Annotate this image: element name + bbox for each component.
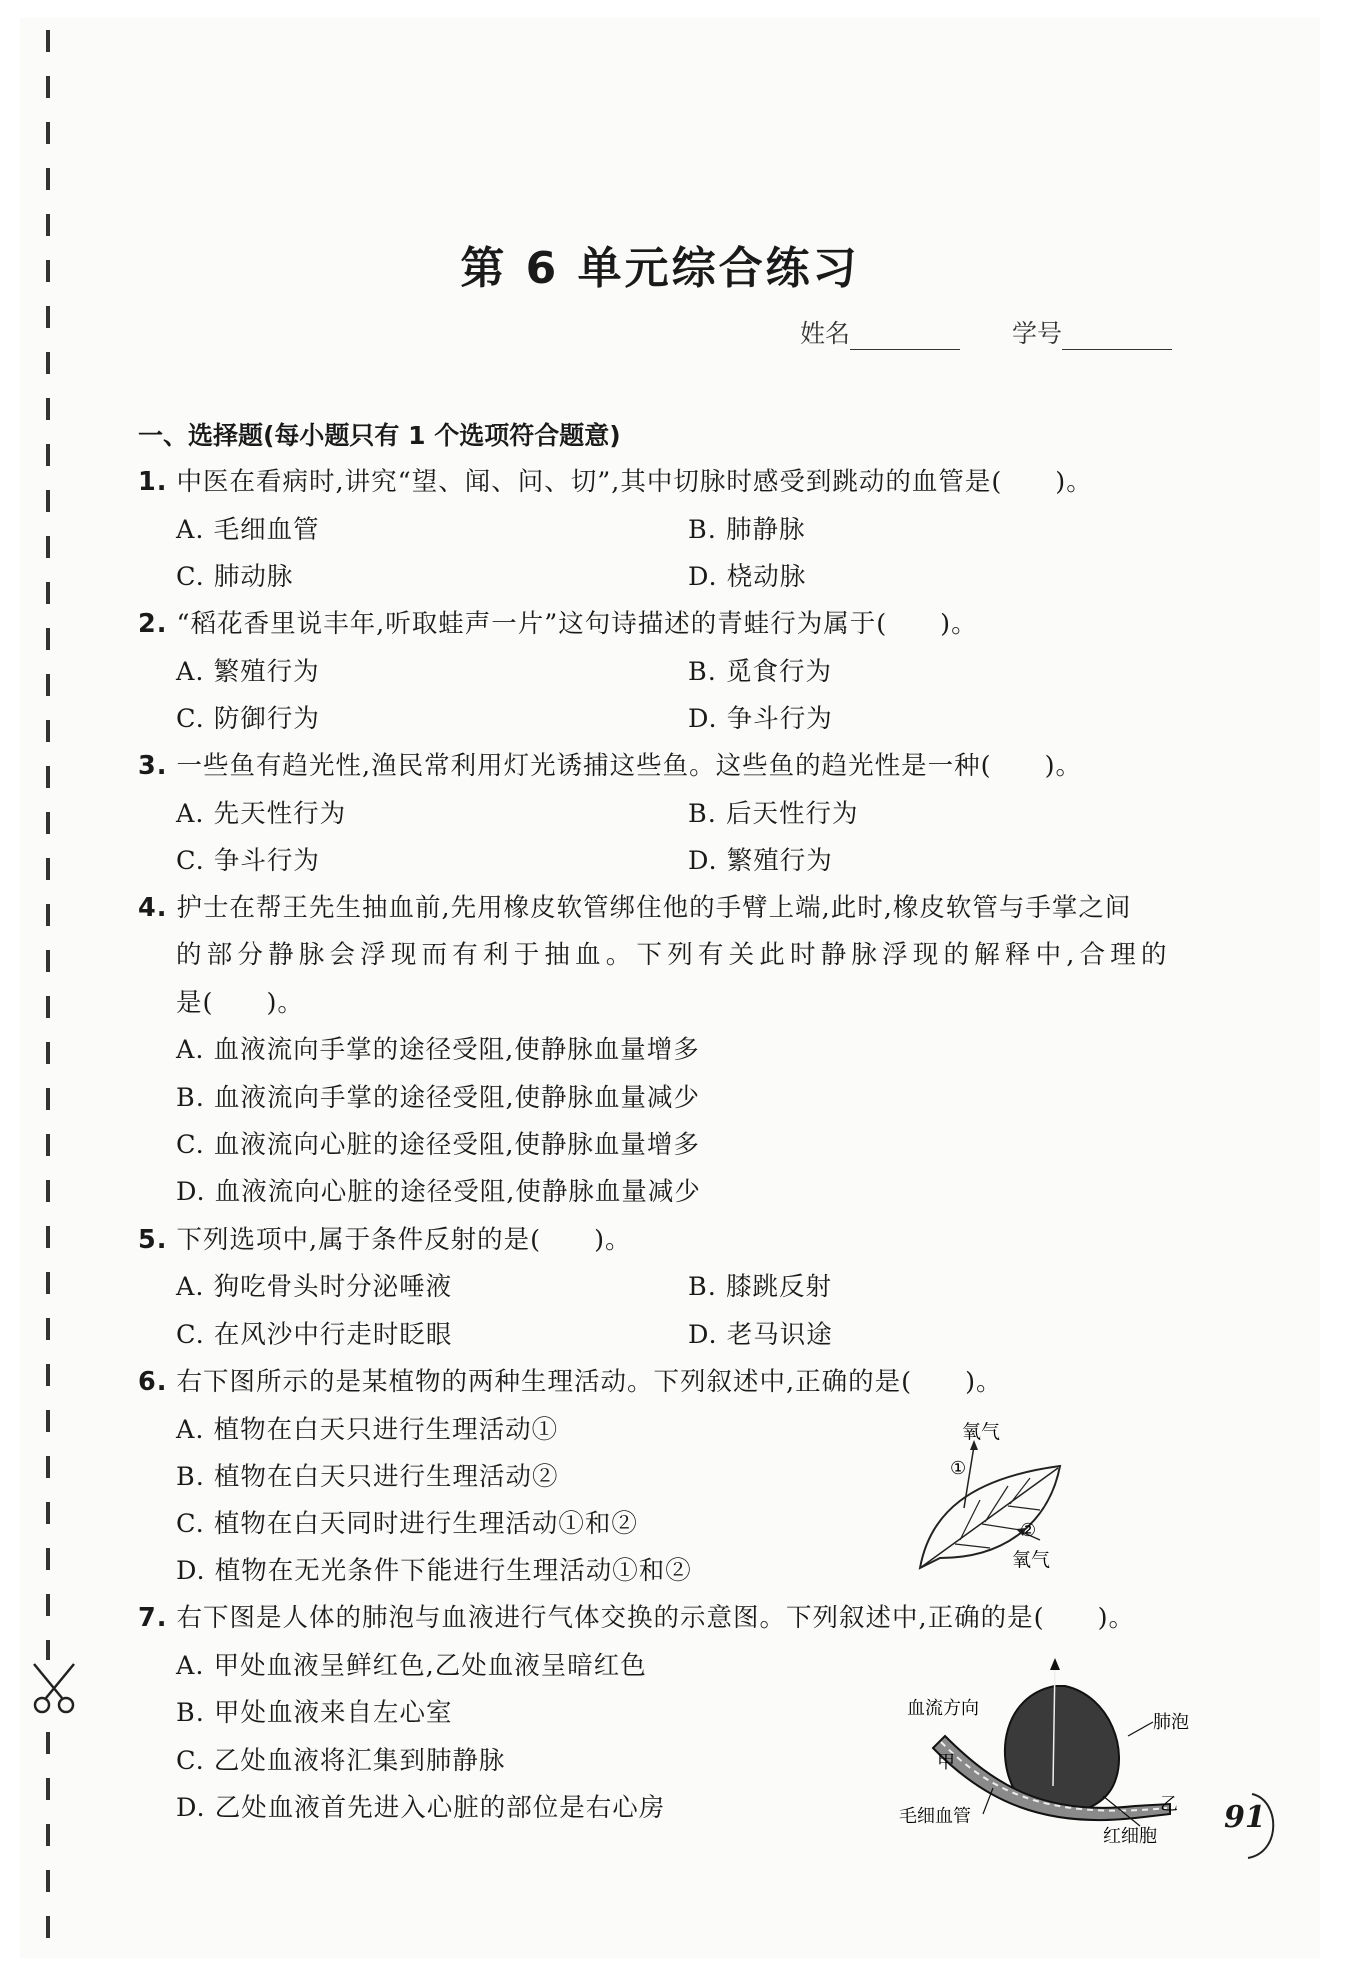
option-4a[interactable]: A. 血液流向手掌的途径受阻,使静脉血量增多 xyxy=(176,1035,700,1065)
option-5c[interactable]: C. 在风沙中行走时眨眼 xyxy=(176,1320,453,1350)
option-2d[interactable]: D. 争斗行为 xyxy=(688,704,833,734)
leaf-oxygen-bottom: 氧气 xyxy=(1012,1549,1051,1571)
option-4b[interactable]: B. 血液流向手掌的途径受阻,使静脉血量减少 xyxy=(176,1083,701,1113)
scissors-icon xyxy=(28,1660,80,1716)
option-6b[interactable]: B. 植物在白天只进行生理活动② xyxy=(176,1462,559,1492)
option-7c[interactable]: C. 乙处血液将汇集到肺静脉 xyxy=(176,1746,506,1776)
question-4-stem: 4. 护士在帮王先生抽血前,先用橡皮软管绑住他的手臂上端,此时,橡皮软管与手掌之间 xyxy=(138,893,1132,923)
option-1b[interactable]: B. 肺静脉 xyxy=(688,515,806,545)
option-2a[interactable]: A. 繁殖行为 xyxy=(176,657,320,687)
option-1a[interactable]: A. 毛细血管 xyxy=(176,515,320,545)
option-2b[interactable]: B. 觅食行为 xyxy=(688,657,832,687)
question-2-stem: 2. “稻花香里说丰年,听取蛙声一片”这句诗描述的青蛙行为属于( )。 xyxy=(138,609,978,639)
leaf-mark-1: ① xyxy=(950,1458,967,1479)
leaf-diagram xyxy=(900,1418,1080,1580)
option-5b[interactable]: B. 膝跳反射 xyxy=(688,1272,832,1302)
page-number: 91 xyxy=(1224,1800,1266,1835)
option-7a[interactable]: A. 甲处血液呈鲜红色,乙处血液呈暗红色 xyxy=(176,1651,647,1681)
question-1-stem: 1. 中医在看病时,讲究“望、闻、问、切”,其中切脉时感受到跳动的血管是( )。 xyxy=(138,467,1093,497)
option-5a[interactable]: A. 狗吃骨头时分泌唾液 xyxy=(176,1272,453,1302)
option-4c[interactable]: C. 血液流向心脏的途径受阻,使静脉血量增多 xyxy=(176,1130,700,1160)
option-4d[interactable]: D. 血液流向心脏的途径受阻,使静脉血量减少 xyxy=(176,1177,701,1207)
question-number: 2. xyxy=(138,609,168,639)
question-number: 5. xyxy=(138,1225,168,1255)
label-jia: 甲 xyxy=(937,1752,955,1773)
option-7b[interactable]: B. 甲处血液来自左心室 xyxy=(176,1698,453,1728)
page-title: 第 6 单元综合练习 xyxy=(460,243,860,294)
option-3a[interactable]: A. 先天性行为 xyxy=(176,799,347,829)
option-3b[interactable]: B. 后天性行为 xyxy=(688,799,859,829)
name-id-row xyxy=(800,314,1224,350)
option-1d[interactable]: D. 桡动脉 xyxy=(688,562,807,592)
option-6a[interactable]: A. 植物在白天只进行生理活动① xyxy=(176,1415,559,1445)
question-4-line-3: 是( )。 xyxy=(176,988,304,1018)
question-5-stem: 5. 下列选项中,属于条件反射的是( )。 xyxy=(138,1225,632,1255)
alveolus-diagram xyxy=(885,1656,1225,1850)
section-title: 一、选择题(每小题只有 1 个选项符合题意) xyxy=(138,421,621,450)
name-label: 姓名 xyxy=(800,319,851,348)
label-capillary: 毛细血管 xyxy=(899,1806,971,1827)
leaf-oxygen-top: 氧气 xyxy=(962,1421,1001,1443)
option-1c[interactable]: C. 肺动脉 xyxy=(176,562,294,592)
option-2c[interactable]: C. 防御行为 xyxy=(176,704,320,734)
question-number: 7. xyxy=(138,1603,168,1633)
question-number: 3. xyxy=(138,751,168,781)
leaf-mark-2: ② xyxy=(1020,1520,1037,1541)
id-label: 学号 xyxy=(1012,319,1063,348)
label-red-blood-cell: 红细胞 xyxy=(1103,1826,1157,1847)
label-yi: 乙 xyxy=(1160,1794,1178,1815)
label-blood-flow: 血流方向 xyxy=(907,1698,979,1719)
question-6-stem: 6. 右下图所示的是某植物的两种生理活动。下列叙述中,正确的是( )。 xyxy=(138,1367,1003,1397)
question-7-stem: 7. 右下图是人体的肺泡与血液进行气体交换的示意图。下列叙述中,正确的是( )。 xyxy=(138,1603,1136,1633)
option-6c[interactable]: C. 植物在白天同时进行生理活动①和② xyxy=(176,1509,638,1539)
question-3-stem: 3. 一些鱼有趋光性,渔民常利用灯光诱捕这些鱼。这些鱼的趋光性是一种( )。 xyxy=(138,751,1083,781)
option-7d[interactable]: D. 乙处血液首先进入心脏的部位是右心房 xyxy=(176,1793,666,1823)
option-5d[interactable]: D. 老马识途 xyxy=(688,1320,833,1350)
question-4-line-2: 的部分静脉会浮现而有利于抽血。下列有关此时静脉浮现的解释中,合理的 xyxy=(176,940,1172,970)
option-3c[interactable]: C. 争斗行为 xyxy=(176,846,320,876)
label-alveolus: 肺泡 xyxy=(1153,1712,1189,1733)
option-6d[interactable]: D. 植物在无光条件下能进行生理活动①和② xyxy=(176,1556,692,1586)
question-number: 1. xyxy=(138,467,168,497)
option-3d[interactable]: D. 繁殖行为 xyxy=(688,846,833,876)
name-blank[interactable] xyxy=(850,323,960,350)
id-blank[interactable] xyxy=(1062,323,1172,350)
question-number: 6. xyxy=(138,1367,168,1397)
question-number: 4. xyxy=(138,893,168,923)
